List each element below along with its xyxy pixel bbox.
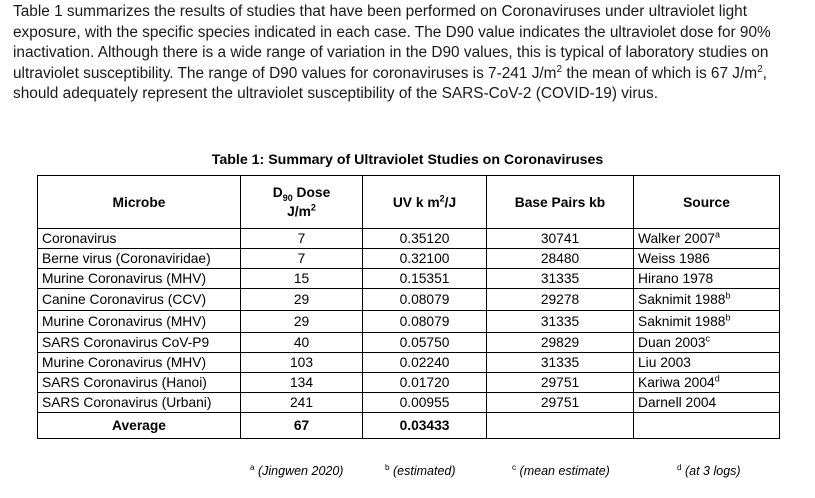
cell-dose: 29 [241,311,363,333]
cell-source: Liu 2003 [634,353,780,373]
average-empty-source [634,413,780,439]
cell-uvk: 0.05750 [363,333,487,353]
cell-microbe: Coronavirus [38,229,241,249]
cell-source: Saknimit 1988$^b$ [634,311,780,333]
footnote-a: $^a$ (Jingwen 2020) [250,462,344,478]
cell-base-pairs: 29751 [487,373,634,393]
source-footnote-mark: b [725,290,731,301]
cell-microbe: Berne virus (Coronaviridae) [38,249,241,269]
cell-base-pairs: 28480 [487,249,634,269]
table-row [38,229,780,249]
cell-uvk: 0.00955 [363,393,487,413]
cell-base-pairs: 31335 [487,269,634,289]
cell-source: Hirano 1978 [634,269,780,289]
cell-uvk: 0.35120 [363,229,487,249]
cell-source: Kariwa 2004$^d$ [634,373,780,393]
table-row [38,289,780,311]
paragraph-text-1: Table 1 summarizes the results of studies that have been performed on Coronaviruses under ultraviolet light exposure, with the specific species indicated in each case. The D90 value indicates the ultraviolet dose for 90% inactivation. Although there is a wide range of variation in the D90 values, this is typical of laboratory studies on ultraviolet susceptibility. The range of D90 values for coronaviruses is 7-241 J/m [13,3,771,82]
footnote-b: $^b$ (estimated) [385,462,456,478]
table-row [38,333,780,353]
cell-microbe: Murine Coronavirus (MHV) [38,353,241,373]
cell-base-pairs: 29751 [487,393,634,413]
cell-base-pairs: 29278 [487,289,634,311]
cell-microbe: SARS Coronavirus (Urbani) [38,393,241,413]
source-footnote-mark: c [705,333,710,344]
cell-dose: 7 [241,249,363,269]
cell-dose: 29 [241,289,363,311]
average-uvk: 0.03433 [363,413,487,439]
uv-studies-table [37,175,780,439]
cell-dose: 241 [241,393,363,413]
cell-source: Saknimit 1988$^b$ [634,289,780,311]
cell-uvk: 0.08079 [363,289,487,311]
cell-source: Weiss 1986 [634,249,780,269]
cell-dose: 15 [241,269,363,289]
cell-source: Walker 2007$^a$ [634,229,780,249]
average-label: Average [38,413,241,439]
header-dose: $D_{90}$ Dose $J/m^2$ [241,176,363,229]
table-row [38,249,780,269]
cell-base-pairs: 29829 [487,333,634,353]
header-uvk: UV k $m^2/J$ [363,176,487,229]
average-dose: 67 [241,413,363,439]
cell-base-pairs: 31335 [487,353,634,373]
cell-microbe: SARS Coronavirus CoV-P9 [38,333,241,353]
table-row [38,311,780,333]
cell-uvk: 0.32100 [363,249,487,269]
cell-uvk: 0.02240 [363,353,487,373]
cell-microbe: Murine Coronavirus (MHV) [38,269,241,289]
paragraph-text-2: the mean of which is 67 J/m [562,64,758,82]
cell-source: Darnell 2004 [634,393,780,413]
average-row [38,413,780,439]
cell-microbe: SARS Coronavirus (Hanoi) [38,373,241,393]
table-header-row [38,176,780,229]
cell-microbe: Murine Coronavirus (MHV) [38,311,241,333]
source-footnote-mark: d [714,373,720,384]
table-row [38,393,780,413]
header-microbe: Microbe [38,176,241,229]
cell-uvk: 0.15351 [363,269,487,289]
table-row [38,373,780,393]
cell-dose: 134 [241,373,363,393]
average-empty-bp [487,413,634,439]
table-row [38,353,780,373]
cell-base-pairs: 30741 [487,229,634,249]
paragraph-sup-2: 2 [757,63,763,75]
cell-uvk: 0.01720 [363,373,487,393]
source-footnote-mark: a [714,229,720,240]
footnote-c: $^c$ (mean estimate) [512,462,610,478]
cell-source: Duan 2003$^c$ [634,333,780,353]
paragraph-text-3: , should adequately represent the ultraviolet susceptibility of the SARS-CoV-2 (COVID-19) virus. [13,64,767,103]
header-source: Source [634,176,780,229]
table-caption: Table 1: Summary of Ultraviolet Studies on Coronaviruses [211,152,604,168]
paragraph-sup-1: 2 [556,63,563,75]
intro-paragraph [13,2,803,105]
cell-microbe: Canine Coronavirus (CCV) [38,289,241,311]
cell-dose: 103 [241,353,363,373]
cell-dose: 7 [241,229,363,249]
header-base-pairs: Base Pairs kb [487,176,634,229]
source-footnote-mark: b [725,312,731,323]
table-row [38,269,780,289]
cell-base-pairs: 31335 [487,311,634,333]
cell-dose: 40 [241,333,363,353]
cell-uvk: 0.08079 [363,311,487,333]
footnote-d: $^d$ (at 3 logs) [677,462,741,478]
